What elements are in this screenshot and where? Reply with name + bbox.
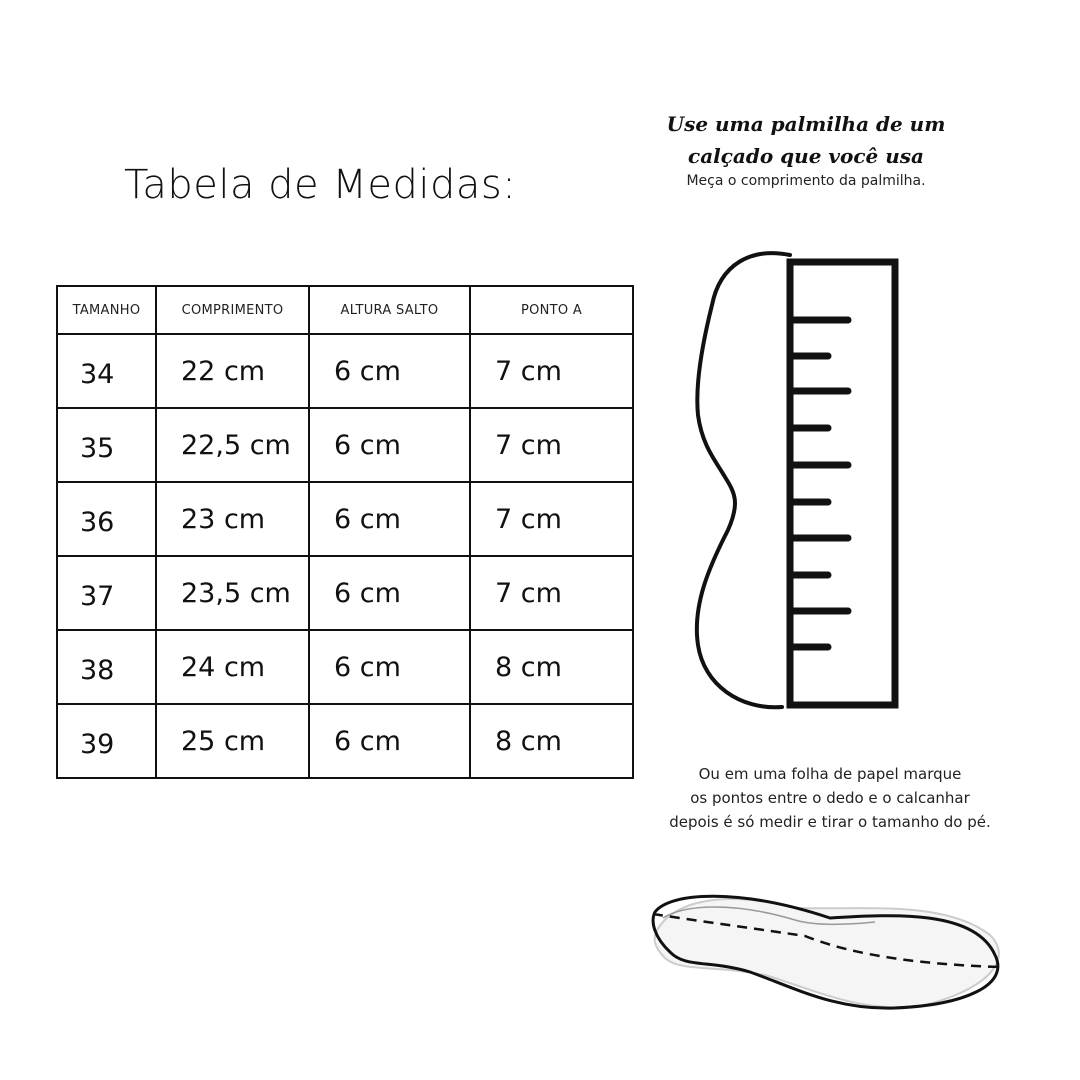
header-altura-salto: ALTURA SALTO	[309, 286, 470, 334]
ruler-body	[790, 262, 895, 705]
header-tamanho: TAMANHO	[57, 286, 156, 334]
instructions-heading-line1: Use uma palmilha de um	[666, 112, 946, 136]
table-header-row	[57, 286, 633, 334]
cell-size: 36	[57, 482, 156, 556]
cell-length: 22,5 cm	[156, 408, 309, 482]
size-table	[56, 285, 634, 779]
cell-length: 24 cm	[156, 630, 309, 704]
cell-size: 35	[57, 408, 156, 482]
insole-with-ruler-icon	[690, 245, 910, 720]
table-row	[57, 482, 633, 556]
table-row	[57, 556, 633, 630]
page-title: Tabela de Medidas:	[124, 162, 517, 208]
cell-heel-height: 6 cm	[309, 704, 470, 778]
cell-heel-height: 6 cm	[309, 630, 470, 704]
cell-length: 25 cm	[156, 704, 309, 778]
table-row	[57, 704, 633, 778]
cell-heel-height: 6 cm	[309, 334, 470, 408]
instructions-body-line3: depois é só medir e tirar o tamanho do pé.	[669, 813, 991, 831]
cell-point-a: 8 cm	[470, 704, 633, 778]
cell-heel-height: 6 cm	[309, 556, 470, 630]
cell-size: 34	[57, 334, 156, 408]
table-row	[57, 630, 633, 704]
header-comprimento: COMPRIMENTO	[156, 286, 309, 334]
insole-sole-shadow	[655, 899, 999, 1007]
instructions-body-line2: os pontos entre o dedo e o calcanhar	[690, 789, 970, 807]
cell-point-a: 7 cm	[470, 556, 633, 630]
cell-point-a: 7 cm	[470, 482, 633, 556]
header-ponto-a: PONTO A	[470, 286, 633, 334]
insole-measure-line-icon	[645, 880, 1010, 1020]
instructions-body	[640, 762, 1020, 834]
cell-length: 22 cm	[156, 334, 309, 408]
instructions-heading-line2: calçado que você usa	[688, 144, 924, 168]
instructions-heading	[648, 108, 964, 172]
cell-heel-height: 6 cm	[309, 482, 470, 556]
table-row	[57, 334, 633, 408]
cell-point-a: 8 cm	[470, 630, 633, 704]
table-row	[57, 408, 633, 482]
cell-length: 23 cm	[156, 482, 309, 556]
cell-point-a: 7 cm	[470, 334, 633, 408]
cell-point-a: 7 cm	[470, 408, 633, 482]
cell-size: 39	[57, 704, 156, 778]
cell-heel-height: 6 cm	[309, 408, 470, 482]
instructions-body-line1: Ou em uma folha de papel marque	[698, 765, 962, 783]
cell-size: 37	[57, 556, 156, 630]
cell-size: 38	[57, 630, 156, 704]
insole-outline	[697, 253, 790, 707]
cell-length: 23,5 cm	[156, 556, 309, 630]
instructions-subheading: Meça o comprimento da palmilha.	[686, 173, 926, 189]
